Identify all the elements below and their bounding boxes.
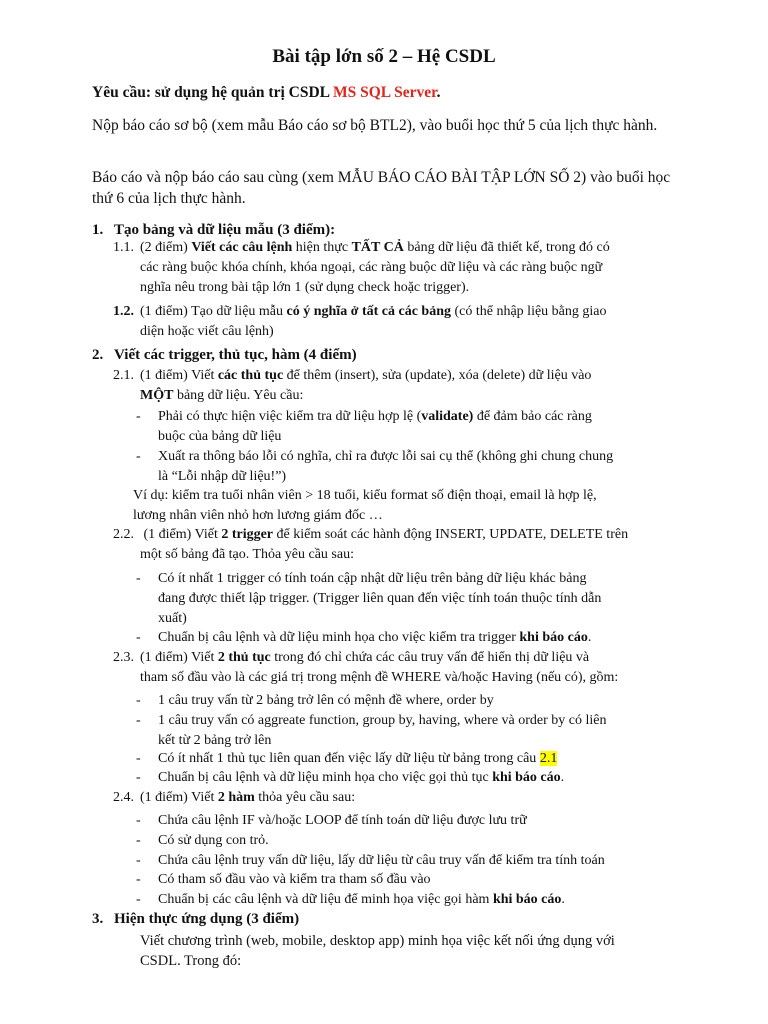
paragraph-preliminary-report: Nộp báo cáo sơ bộ (xem mẫu Báo cáo sơ bộ BTL2), vào buổi học thứ 5 của lịch thực hành. <box>92 117 658 134</box>
bullet-part: Chuẩn bị câu lệnh và dữ liệu minh họa cho việc kiểm tra trigger <box>158 630 520 645</box>
bullet-dash: - <box>136 833 141 848</box>
section-number: 1. <box>92 222 104 238</box>
bullet-line: Chứa câu lệnh truy vấn dữ liệu, lấy dữ liệu từ câu truy vấn để kiểm tra tính toán <box>158 853 605 868</box>
item-2-2 <box>113 525 673 565</box>
bullet-text <box>136 890 671 910</box>
section-3-text <box>140 931 700 971</box>
item-1-1 <box>113 238 673 298</box>
bullet-text <box>136 768 671 788</box>
item-text: bảng dữ liệu. Yêu cầu: <box>173 388 304 403</box>
bullet-dash: - <box>136 409 141 424</box>
bullet-function-query <box>136 851 671 871</box>
bullet-line: là “Lỗi nhập dữ liệu!”) <box>158 469 287 484</box>
item-line: các ràng buộc khóa chính, khóa ngoại, các ràng buộc dữ liệu và các ràng buộc ngữ <box>140 260 603 275</box>
bullet-dash: - <box>136 853 141 868</box>
example-line: Ví dụ: kiểm tra tuổi nhân viên > 18 tuổi, kiểu format số điện thoại, email là hợp lệ, <box>133 488 597 503</box>
bullet-line: Chứa câu lệnh IF và/hoặc LOOP để tính toán dữ liệu được lưu trữ <box>158 813 527 828</box>
section-3-line: Viết chương trình (web, mobile, desktop app) minh họa việc kết nối ứng dụng với <box>140 933 615 949</box>
bullet-part: . <box>587 630 592 645</box>
item-text: (1 điểm) Viết <box>140 527 222 542</box>
bullet-dash: - <box>136 770 141 785</box>
item-bold: TẤT CẢ <box>351 240 404 255</box>
requirement-period: . <box>436 84 441 101</box>
item-text: bảng dữ liệu đã thiết kế, trong đó có <box>403 240 610 255</box>
section-1-heading <box>92 220 335 240</box>
bullet-line: 1 câu truy vấn có aggreate function, group by, having, where và order by có liên <box>158 713 607 728</box>
bullet-line: 1 câu truy vấn từ 2 bảng trở lên có mệnh đề where, order by <box>158 693 494 708</box>
bullet-dash: - <box>136 693 141 708</box>
item-text: (1 điểm) Viết <box>140 790 218 805</box>
bullet-bold: khi báo cáo <box>492 892 562 907</box>
bullet-line: kết từ 2 bảng trở lên <box>158 733 272 748</box>
item-line: tham số đầu vào là các giá trị trong mệnh đề WHERE và/hoặc Having (nếu có), gồm: <box>140 670 619 685</box>
requirement-line <box>92 82 441 103</box>
bullet-part: Phải có thực hiện việc kiểm tra dữ liệu hợp lệ ( <box>158 409 422 424</box>
section-title: Viết các trigger, thủ tục, hàm (4 điểm) <box>114 347 357 363</box>
bullet-part: Chuẩn bị câu lệnh và dữ liệu minh họa cho việc gọi thủ tục <box>158 770 493 785</box>
item-2-4 <box>113 788 673 808</box>
bullet-dash: - <box>136 813 141 828</box>
item-bold: MỘT <box>140 388 174 403</box>
page-title: Bài tập lớn số 2 – Hệ CSDL <box>272 46 496 67</box>
bullet-line: Có tham số đầu vào và kiểm tra tham số đầu vào <box>158 872 431 887</box>
requirement-highlight: MS SQL Server <box>333 84 437 101</box>
item-number: 1.2. <box>113 304 134 319</box>
item-number: 2.1. <box>113 368 134 383</box>
item-number: 2.2. <box>113 527 134 542</box>
bullet-line: buộc của bảng dữ liệu <box>158 429 282 444</box>
item-bold: 2 trigger <box>221 527 274 542</box>
bullet-dash: - <box>136 449 141 464</box>
item-2-1 <box>113 366 673 406</box>
item-text: để kiểm soát các hành động INSERT, UPDATE, DELETE trên <box>273 527 629 542</box>
bullet-line: Có sử dụng con trỏ. <box>158 833 269 848</box>
bullet-dash: - <box>136 751 141 766</box>
bullet-text <box>136 407 671 427</box>
bullet-query-where <box>136 691 671 711</box>
item-text: để thêm (insert), sửa (update), xóa (delete) dữ liệu vào <box>283 368 592 383</box>
item-bold: 2 hàm <box>217 790 255 805</box>
item-line: nghĩa nêu trong bài tập lớn 1 (sử dụng check hoặc trigger). <box>140 280 470 295</box>
section-2-heading <box>92 345 357 365</box>
section-3-heading <box>92 909 299 929</box>
bullet-validate <box>136 407 671 447</box>
item-2-3 <box>113 648 673 688</box>
bullet-function-cursor <box>136 831 671 851</box>
bullet-trigger-compute <box>136 569 671 629</box>
section-title: Hiện thực ứng dụng (3 điểm) <box>114 911 300 927</box>
bullet-line: Xuất ra thông báo lỗi có nghĩa, chỉ ra được lỗi sai cụ thể (không ghi chung chung <box>158 449 614 464</box>
bullet-part: . <box>560 770 565 785</box>
section-3-line: CSDL. Trong đó: <box>140 953 242 969</box>
item-number: 2.3. <box>113 650 134 665</box>
bullet-part: Có ít nhất 1 thủ tục liên quan đến việc lấy dữ liệu từ bảng trong câu <box>158 751 540 766</box>
item-bold: 2 thủ tục <box>217 650 271 665</box>
bullet-line: Có ít nhất 1 trigger có tính toán cập nhật dữ liệu trên bảng dữ liệu khác bảng <box>158 571 587 586</box>
bullet-function-params <box>136 870 671 890</box>
bullet-error-message <box>136 447 671 487</box>
section-number: 3. <box>92 911 104 927</box>
bullet-procedure-2-1 <box>136 749 671 769</box>
item-text: (1 điểm) Viết <box>140 650 218 665</box>
item-line: một số bảng đã tạo. Thỏa yêu cầu sau: <box>140 547 354 562</box>
bullet-part: Chuẩn bị các câu lệnh và dữ liệu để minh họa việc gọi hàm <box>158 892 493 907</box>
bullet-dash: - <box>136 571 141 586</box>
example-line: lương nhân viên nhỏ hơn lương giám đốc … <box>133 508 383 523</box>
paragraph-final-report: Báo cáo và nộp báo cáo sau cùng (xem MẪU BÁO CÁO BÀI TẬP LỚN SỐ 2) vào buổi học thứ 6 của lịch thực hành. <box>92 169 671 207</box>
item-text: (2 điểm) <box>140 240 192 255</box>
bullet-part: để đảm bảo các ràng <box>473 409 592 424</box>
bullet-trigger-demo <box>136 628 671 648</box>
item-text: thỏa yêu cầu sau: <box>254 790 356 805</box>
item-bold: có ý nghĩa ở tất cả các bảng <box>286 304 451 319</box>
item-text: hiện thực <box>292 240 352 255</box>
section-number: 2. <box>92 347 104 363</box>
bullet-function-demo <box>136 890 671 910</box>
bullet-bold: khi báo cáo <box>492 770 561 785</box>
bullet-dash: - <box>136 872 141 887</box>
item-1-2 <box>113 302 673 342</box>
section-title: Tạo bảng và dữ liệu mẫu (3 điểm): <box>114 222 336 238</box>
item-text: (có thể nhập liệu bằng giao <box>450 304 607 319</box>
item-number: 1.1. <box>113 240 134 255</box>
bullet-dash: - <box>136 892 141 907</box>
item-bold: Viết các câu lệnh <box>191 240 293 255</box>
bullet-dash: - <box>136 630 141 645</box>
bullet-line: đang được thiết lập trigger. (Trigger liên quan đến việc tính toán thuộc tính dẫn <box>158 591 602 606</box>
bullet-part: . <box>561 892 565 907</box>
bullet-function-if-loop <box>136 811 671 831</box>
highlighted-reference: 2.1 <box>539 751 558 766</box>
item-number: 2.4. <box>113 790 134 805</box>
item-text: (1 điểm) Tạo dữ liệu mẫu <box>140 304 287 319</box>
bullet-line: xuất) <box>158 611 187 626</box>
bullet-text <box>136 749 671 769</box>
item-text: trong đó chỉ chứa các câu truy vấn để hiển thị dữ liệu và <box>270 650 590 665</box>
bullet-procedure-demo <box>136 768 671 788</box>
requirement-text: Yêu cầu: sử dụng hệ quản trị CSDL <box>92 84 333 101</box>
bullet-query-aggregate <box>136 711 671 751</box>
bullet-dash: - <box>136 713 141 728</box>
item-text: (1 điểm) Viết <box>140 368 218 383</box>
example-text <box>133 486 693 526</box>
bullet-bold: khi báo cáo <box>519 630 588 645</box>
item-line <box>113 386 673 406</box>
bullet-text <box>136 628 671 648</box>
item-bold: các thủ tục <box>217 368 284 383</box>
bullet-bold: validate) <box>421 409 474 424</box>
item-line: diện hoặc viết câu lệnh) <box>140 324 274 339</box>
